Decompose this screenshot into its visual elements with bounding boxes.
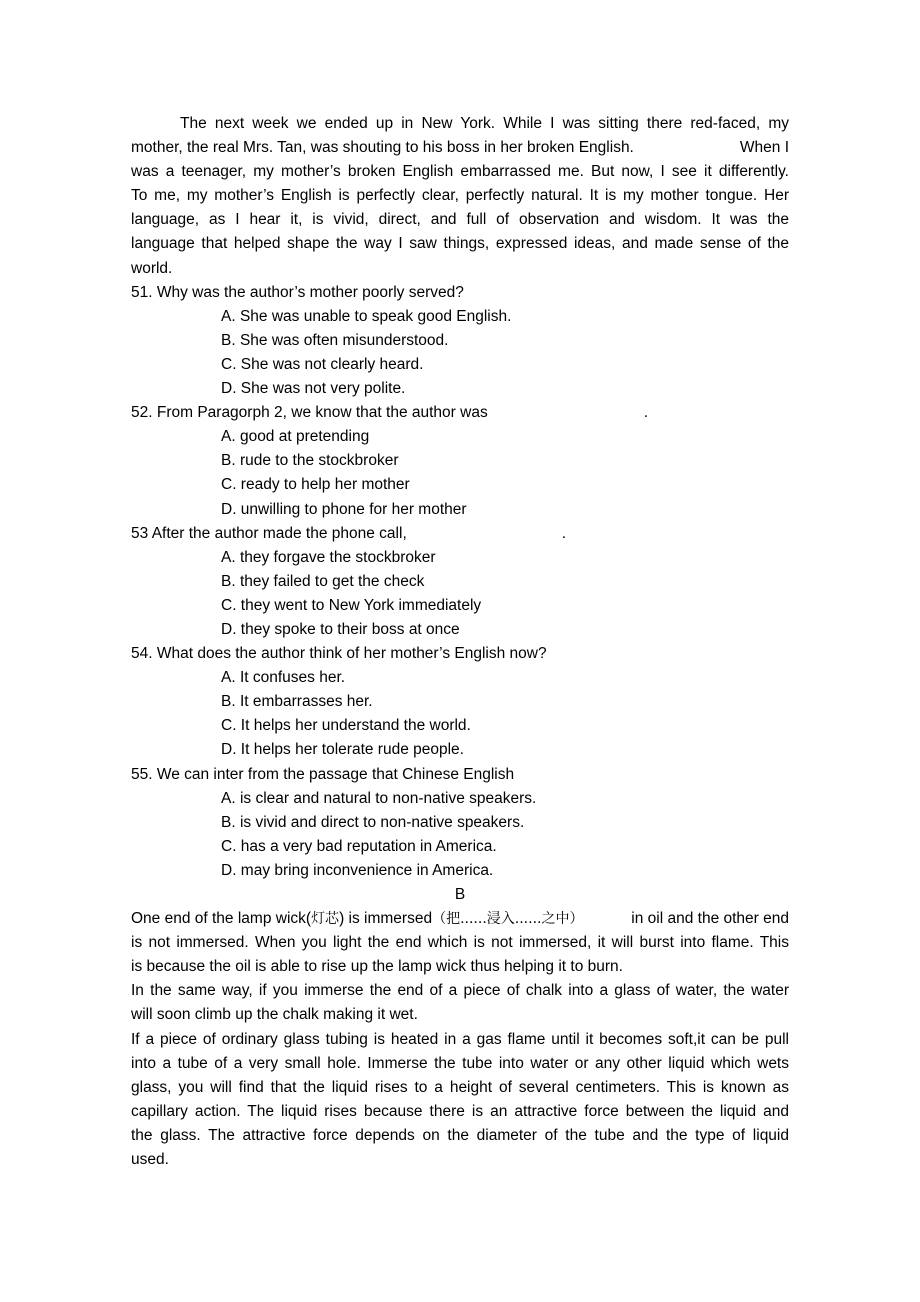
chinese-gloss: （把......浸入......之中）	[432, 911, 584, 928]
passage-text: One end of the lamp wick(灯芯) is immersed（把......浸入......之中）	[131, 910, 584, 928]
answer-option: C. has a very bad reputation in America.	[221, 837, 497, 855]
question-stem: 54. What does the author think of her mother’s English now?	[131, 645, 547, 663]
blank-end: .	[561, 524, 567, 542]
passage-line: If a piece of ordinary glass tubing is heated in a gas flame until it becomes soft,it can be pull	[131, 1030, 789, 1048]
answer-option: B. She was often misunderstood.	[221, 331, 449, 349]
page-content	[131, 112, 789, 1172]
question-stem	[131, 401, 789, 425]
question-stem: 55. We can inter from the passage that Chinese English	[131, 765, 515, 783]
answer-option: D. It helps her tolerate rude people.	[221, 741, 464, 759]
answer-option: B. rude to the stockbroker	[221, 452, 399, 470]
passage-line	[131, 136, 789, 160]
question-text: 52. From Paragorph 2, we know that the author was	[131, 404, 488, 422]
answer-option: A. It confuses her.	[221, 669, 346, 687]
answer-option: C. She was not clearly heard.	[221, 355, 424, 373]
section-heading: B	[454, 886, 466, 903]
chinese-gloss: 灯芯	[311, 911, 340, 928]
passage-text: When I	[739, 139, 789, 157]
answer-option: A. they forgave the stockbroker	[221, 548, 436, 566]
answer-option: A. good at pretending	[221, 428, 370, 446]
answer-option: A. is clear and natural to non-native speakers.	[221, 789, 537, 807]
question-text: 53 After the author made the phone call,	[131, 524, 407, 542]
answer-option: B. It embarrasses her.	[221, 693, 373, 711]
passage-line: was a teenager, my mother’s broken English embarrassed me. But now, I see it differently.	[131, 163, 789, 181]
answer-option: B. they failed to get the check	[221, 572, 425, 590]
passage-line: into a tube of a very small hole. Immerse the tube into water or any other liquid which wets	[131, 1054, 789, 1072]
passage-line: The next week we ended up in New York. While I was sitting there red-faced, my	[180, 115, 789, 132]
passage-line: glass, you will find that the liquid rises to a height of several centimeters. This is known as	[131, 1078, 789, 1096]
answer-option: D. She was not very polite.	[221, 380, 406, 398]
passage-line: is not immersed. When you light the end which is not immersed, it will burst into flame. This	[131, 934, 789, 952]
passage-line	[131, 907, 789, 931]
passage-text: mother, the real Mrs. Tan, was shouting to his boss in her broken English.	[131, 139, 634, 157]
question-stem: 51. Why was the author’s mother poorly served?	[131, 283, 464, 301]
passage-line: is because the oil is able to rise up the lamp wick thus helping it to burn.	[131, 958, 623, 976]
answer-option: C. It helps her understand the world.	[221, 717, 471, 735]
answer-option: C. ready to help her mother	[221, 476, 410, 494]
passage-line: language, as I hear it, is vivid, direct, and full of observation and wisdom. It was the	[131, 211, 789, 229]
answer-option: D. they spoke to their boss at once	[221, 620, 460, 638]
passage-text: in oil and the other end	[631, 910, 789, 928]
passage-line: world.	[131, 259, 173, 277]
passage-line: To me, my mother’s English is perfectly clear, perfectly natural. It is my mother tongue. Her	[131, 187, 789, 205]
passage-line: the glass. The attractive force depends on the diameter of the tube and the type of liquid	[131, 1126, 789, 1144]
question-stem	[131, 522, 789, 546]
blank-end: .	[643, 404, 649, 422]
answer-option: D. may bring inconvenience in America.	[221, 861, 494, 879]
answer-option: A. She was unable to speak good English.	[221, 307, 512, 325]
answer-option: D. unwilling to phone for her mother	[221, 500, 467, 518]
passage-line: language that helped shape the way I saw things, expressed ideas, and made sense of the	[131, 235, 789, 253]
passage-line: capillary action. The liquid rises because there is an attractive force between the liquid and	[131, 1102, 789, 1120]
passage-line: used.	[131, 1151, 169, 1169]
passage-line: will soon climb up the chalk making it wet.	[131, 1006, 418, 1024]
answer-option: C. they went to New York immediately	[221, 596, 482, 614]
answer-option: B. is vivid and direct to non-native speakers.	[221, 813, 525, 831]
passage-line: In the same way, if you immerse the end of a piece of chalk into a glass of water, the water	[131, 982, 789, 1000]
